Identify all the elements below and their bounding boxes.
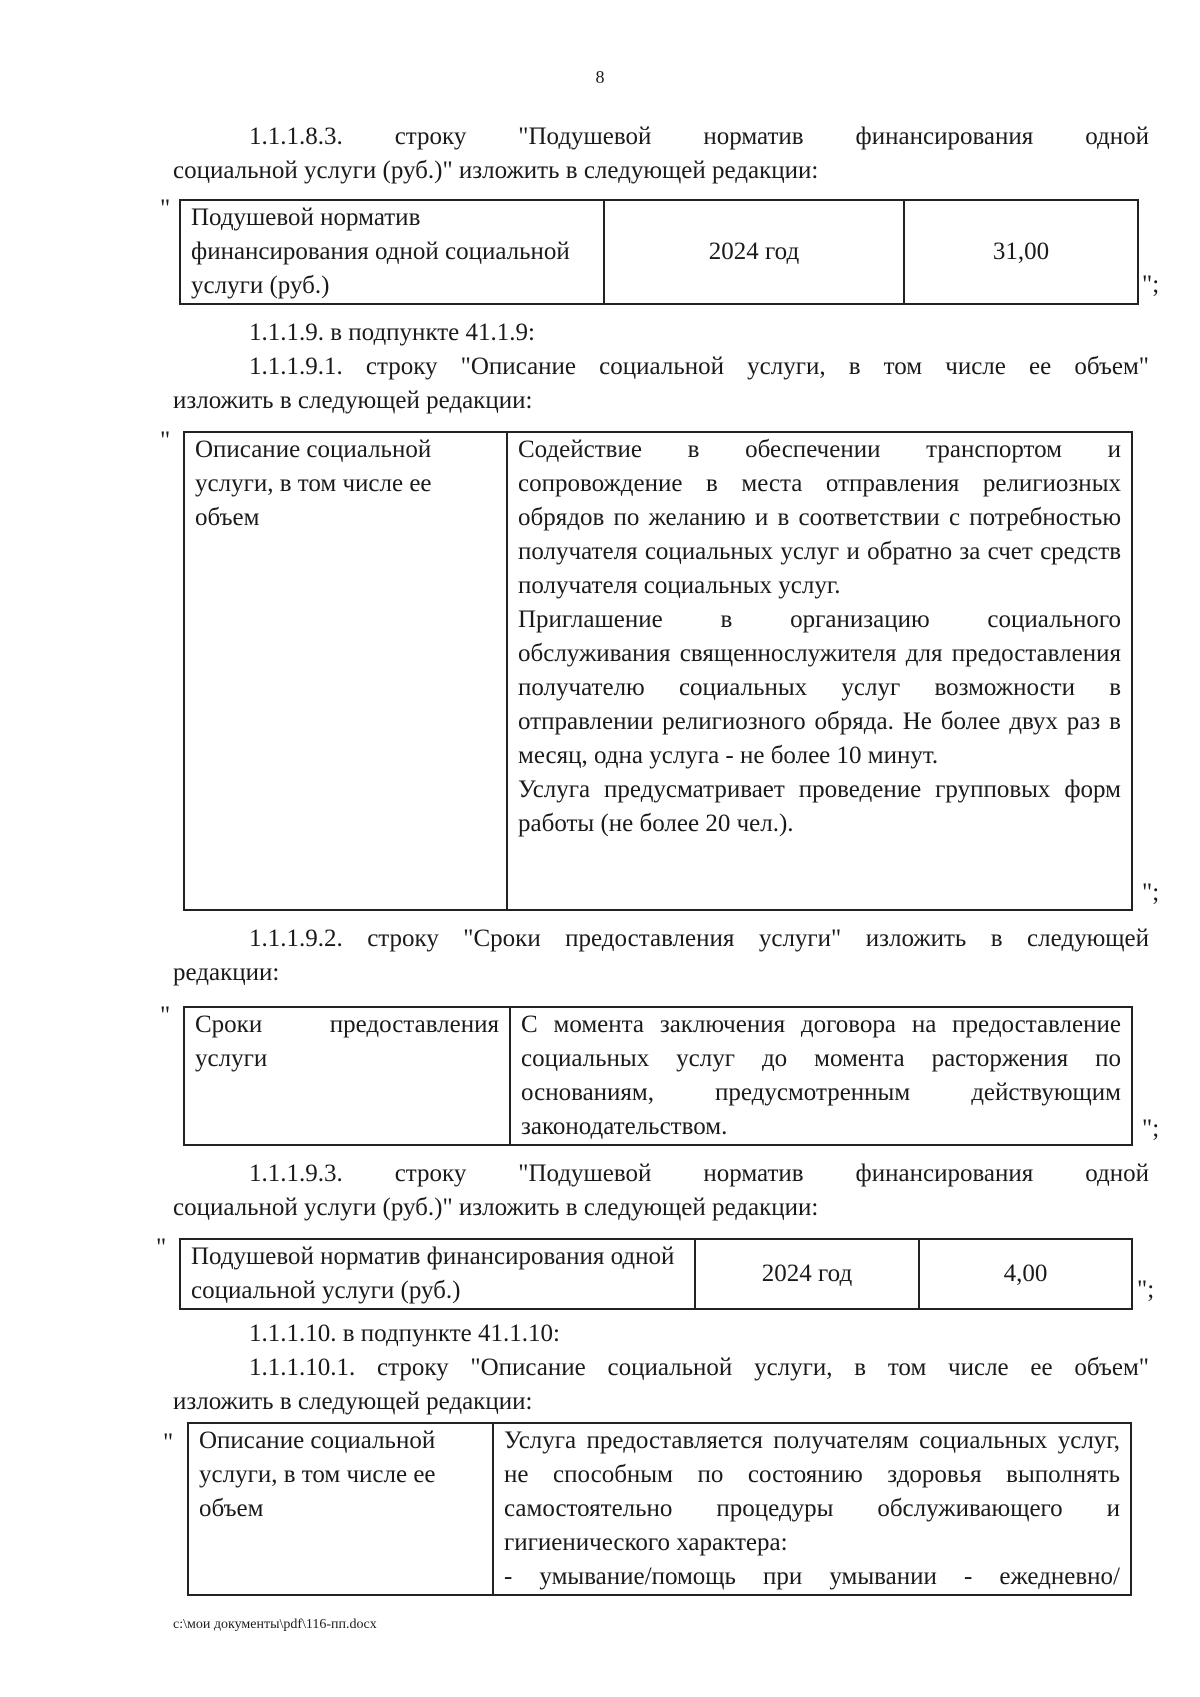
table-row	[180, 200, 1138, 304]
description-paragraph: - умывание/помощь при умывании - ежедневно/	[504, 1563, 1120, 1590]
paragraph-1-1-1-9-1	[173, 350, 1149, 418]
cell-name: Подушевой норматив финансирования одной социальной услуги (руб.)	[180, 200, 604, 304]
paragraph-1-1-1-10-1	[173, 1351, 1149, 1419]
close-quote: ";	[1142, 879, 1160, 906]
table-service-description-10-1	[187, 1422, 1132, 1596]
open-quote: "	[160, 1002, 171, 1029]
table-per-capita-rate-9-3	[179, 1238, 1133, 1310]
paragraph-1-1-1-8-3	[173, 120, 1149, 188]
close-quote: ";	[1137, 1276, 1155, 1303]
cell-description	[493, 1423, 1131, 1595]
description-paragraph: Приглашение в организацию социального обслуживания священнослужителя для предоставления получателю социальных услуг возможности в отправлении религиозного обряда. Не более двух раз в месяц, одна услуга - не более 10 минут.	[518, 606, 1121, 769]
close-quote: ";	[1142, 271, 1160, 298]
cell-name: Описание социальной услуги, в том числе ее объем	[184, 432, 507, 910]
paragraph-line: изложить в следующей редакции:	[173, 1388, 533, 1415]
paragraph-1-1-1-9	[173, 316, 1149, 350]
paragraph-line: 1.1.1.8.3. строку "Подушевой норматив финансирования одной	[249, 123, 1149, 150]
paragraph-line: 1.1.1.10.1. строку "Описание социальной услуги, в том числе ее объем"	[249, 1354, 1149, 1381]
paragraph-line: социальной услуги (руб.)" изложить в следующей редакции:	[173, 157, 819, 184]
open-quote: "	[156, 1234, 167, 1261]
cell-value: 4,00	[919, 1239, 1132, 1309]
close-quote: ";	[1142, 1115, 1160, 1142]
cell-name: Подушевой норматив финансирования одной социальной услуги (руб.)	[180, 1239, 695, 1309]
page-number: 8	[595, 67, 605, 87]
description-paragraph: Услуга предоставляется получателям социальных услуг, не способным по состоянию здоровья выполнять самостоятельно процедуры обслуживающего и гигиенического характера:	[504, 1427, 1120, 1556]
table-service-terms-9-2	[183, 1006, 1133, 1146]
open-quote: "	[163, 1429, 174, 1456]
paragraph-line: 1.1.1.10. в подпункте 41.1.10:	[249, 1320, 560, 1347]
cell-description	[507, 432, 1132, 910]
table-row	[184, 1007, 1132, 1145]
cell-name: Описание социальной услуги, в том числе ее объем	[188, 1423, 493, 1595]
footer-file-path: c:\мои документы\pdf\116-пп.docx	[173, 1617, 377, 1632]
paragraph-line: социальной услуги (руб.)" изложить в следующей редакции:	[173, 1194, 819, 1221]
paragraph-line: редакции:	[173, 959, 280, 986]
table-per-capita-rate-8-3	[179, 199, 1139, 305]
cell-year: 2024 год	[695, 1239, 919, 1309]
description-paragraph: Услуга предусматривает проведение групповых форм работы (не более 20 чел.).	[518, 776, 1121, 837]
paragraph-1-1-1-9-2	[173, 922, 1149, 990]
open-quote: "	[160, 195, 171, 222]
table-row	[188, 1423, 1131, 1595]
table-row	[180, 1239, 1132, 1309]
paragraph-line: изложить в следующей редакции:	[173, 387, 533, 414]
paragraph-line: 1.1.1.9.2. строку "Сроки предоставления услуги" изложить в следующей	[249, 925, 1149, 952]
cell-value: 31,00	[904, 200, 1138, 304]
paragraph-line: 1.1.1.9.3. строку "Подушевой норматив финансирования одной	[249, 1160, 1149, 1187]
table-service-description-9-1	[183, 431, 1133, 911]
cell-name: Сроки предоставления услуги	[184, 1007, 510, 1145]
cell-description: С момента заключения договора на предоставление социальных услуг до момента расторжения по основаниям, предусмотренным действующим законодательством.	[510, 1007, 1132, 1145]
paragraph-1-1-1-10	[173, 1317, 1149, 1351]
paragraph-line: 1.1.1.9.1. строку "Описание социальной услуги, в том числе ее объем"	[249, 353, 1149, 380]
cell-year: 2024 год	[604, 200, 904, 304]
open-quote: "	[160, 427, 171, 454]
paragraph-line: 1.1.1.9. в подпункте 41.1.9:	[249, 319, 535, 346]
description-paragraph: Содействие в обеспечении транспортом и сопровождение в места отправления религиозных обрядов по желанию и в соответствии с потребностью получателя социальных услуг и обратно за счет средств получателя социальных услуг.	[518, 436, 1121, 599]
paragraph-1-1-1-9-3	[173, 1157, 1149, 1225]
table-row	[184, 432, 1132, 910]
